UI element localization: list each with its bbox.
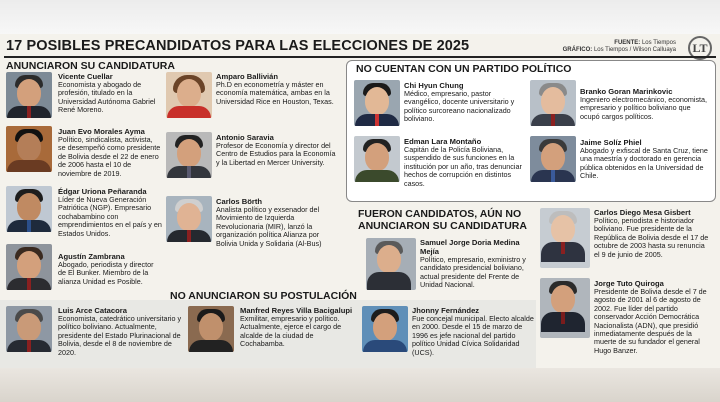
person-desc: Ph.D en econometría y máster en economía matemática, ambas en la Universidad Rice en Houston, Texas. [216, 80, 334, 106]
graphic-label: GRÁFICO: [562, 47, 593, 53]
portrait-photo [6, 244, 52, 290]
person-desc: Exmilitar, empresario y político. Actualmente, ejerce el cargo de alcalde de la ciudad de Cochabamba. [240, 314, 342, 349]
portrait-photo [6, 306, 52, 352]
person-name: Vicente Cuellar [58, 72, 113, 81]
person-desc: Político, empresario, exministro y candidato presidencial boliviano, actual presidente del Frente de Unidad Nacional. [420, 255, 526, 290]
person-desc: Líder de Nueva Generación Patriótica (NGP). Empresario cochabambino con emprendimientos en el país y en Estados Unidos. [58, 195, 162, 238]
person-name: Branko Goran Marinkovic [580, 87, 673, 96]
bottom-strip [0, 368, 720, 402]
person-name: Edman Lara Montaño [404, 137, 482, 146]
person-desc: Profesor de Economía y director del Centro de Estudios para la Economía y la Libertad en Mercer University. [216, 141, 336, 167]
person-name: Juan Evo Morales Ayma [58, 127, 145, 136]
portrait-photo [188, 306, 234, 352]
portrait-photo [166, 132, 212, 178]
portrait-photo [354, 80, 400, 126]
section-former [358, 208, 527, 232]
person-name: Agustín Zambrana [58, 252, 125, 261]
source-label: FUENTE: [614, 40, 641, 46]
person-name: Jorge Tuto Quiroga [594, 279, 664, 288]
portrait-photo [6, 72, 52, 118]
person-name: Antonio Saravia [216, 133, 274, 142]
person-desc: Fue concejal municipal. Electo alcalde en 2000. Desde el 15 de marzo de 1996 es jefe nacional del partido político Unidad Cívica Solidaridad (UCS). [412, 314, 534, 357]
person-desc: Economista, catedrático universitario y político boliviano. Actualmente, presidente del Estado Plurinacional de Bolivia, desde el 8 de noviembre de 2020. [58, 314, 182, 357]
person-desc: Economista y abogado de profesión, titulado en la Universidad Autónoma Gabriel René Moreno. [58, 80, 156, 115]
title-rule [4, 56, 716, 58]
section-no-party: NO CUENTAN CON UN PARTIDO POLÍTICO [356, 63, 572, 75]
portrait-photo [354, 136, 400, 182]
person-name: Carlos Börth [216, 197, 262, 206]
person-desc: Ingeniero electromecánico, economista, empresario y político boliviano que ocupó cargos políticos. [580, 95, 708, 121]
portrait-photo [166, 196, 212, 242]
section-not-announced: NO ANUNCIARON SU POSTULACIÓN [170, 290, 357, 302]
person-name: Chi Hyun Chung [404, 81, 464, 90]
portrait-photo [6, 186, 52, 232]
section-former-line2: ANUNCIARON SU CANDIDATURA [358, 220, 527, 232]
newspaper-logo: LT [688, 36, 712, 60]
portrait-photo [530, 80, 576, 126]
person-name: Jaime Solíz Phiel [580, 138, 642, 147]
portrait-photo [530, 136, 576, 182]
person-desc: Abogado y exfiscal de Santa Cruz, tiene una maestría y doctorado en gerencia pública obtenidos en la Universidad de Chile. [580, 146, 708, 181]
person-name: Jhonny Fernández [412, 306, 480, 315]
person-name: Édgar Uriona Peñaranda [58, 187, 147, 196]
source-value: Los Tiempos [641, 40, 676, 46]
page-title: 17 POSIBLES PRECANDIDATOS PARA LAS ELECCIONES DE 2025 [6, 38, 470, 54]
person-desc: Político, periodista e historiador boliviano. Fue presidente de la República de Bolivia desde el 17 de octubre de 2003 hasta su renuncia el 9 de junio de 2005. [594, 216, 709, 259]
person-desc: Político, sindicalista, activista, se desempeñó como presidente de Bolivia desde el 22 de enero de 2006 hasta el 10 de noviembre de 2019. [58, 135, 161, 178]
person-name: Amparo Ballivián [216, 72, 279, 81]
portrait-photo [540, 278, 590, 338]
person-desc: Capitán de la Policía Boliviana, suspendido de sus funciones en la institución por un año, tras denunciar hechos de corrupción en distintos casos. [404, 145, 522, 188]
section-former-line1: FUERON CANDIDATOS, AÚN NO [358, 208, 522, 220]
section-announced: ANUNCIARON SU CANDIDATURA [6, 60, 175, 72]
person-name: Manfred Reyes Villa Bacigalupi [240, 306, 353, 315]
person-name: Samuel Jorge Doria Medina Mejía [420, 238, 520, 256]
portrait-photo [366, 238, 416, 290]
graphic-value: Los Tiempos / Wilson Calluaya [593, 47, 676, 53]
portrait-photo [166, 72, 212, 118]
person-name: Luis Arce Catacora [58, 306, 127, 315]
source-credit [563, 40, 676, 54]
person-desc: Médico, empresario, pastor evangélico, docente universitario y político surcoreano nacionalizado boliviano. [404, 89, 515, 124]
portrait-photo [540, 208, 590, 268]
portrait-photo [6, 126, 52, 172]
person-name: Carlos Diego Mesa Gisbert [594, 208, 691, 217]
portrait-photo [362, 306, 408, 352]
person-desc: Abogado, periodista y director de El Bunker. Miembro de la alianza Unidad es Posible. [58, 260, 154, 286]
top-strip [0, 0, 720, 34]
person-desc: Presidente de Bolivia desde el 7 de agosto de 2001 al 6 de agosto de 2002. Fue líder del partido conservador Acción Democrática Nacionalista (ADN), que presidió inmediatamente después de la muerte de su fundador el general Hugo Banzer. [594, 287, 707, 355]
person-desc: Analista político y exsenador del Movimiento de Izquierda Revolucionaria (MIR), lanzó la organización política Alianza por Bolivia Unida y Solidaria (Al-Bus) [216, 205, 322, 248]
